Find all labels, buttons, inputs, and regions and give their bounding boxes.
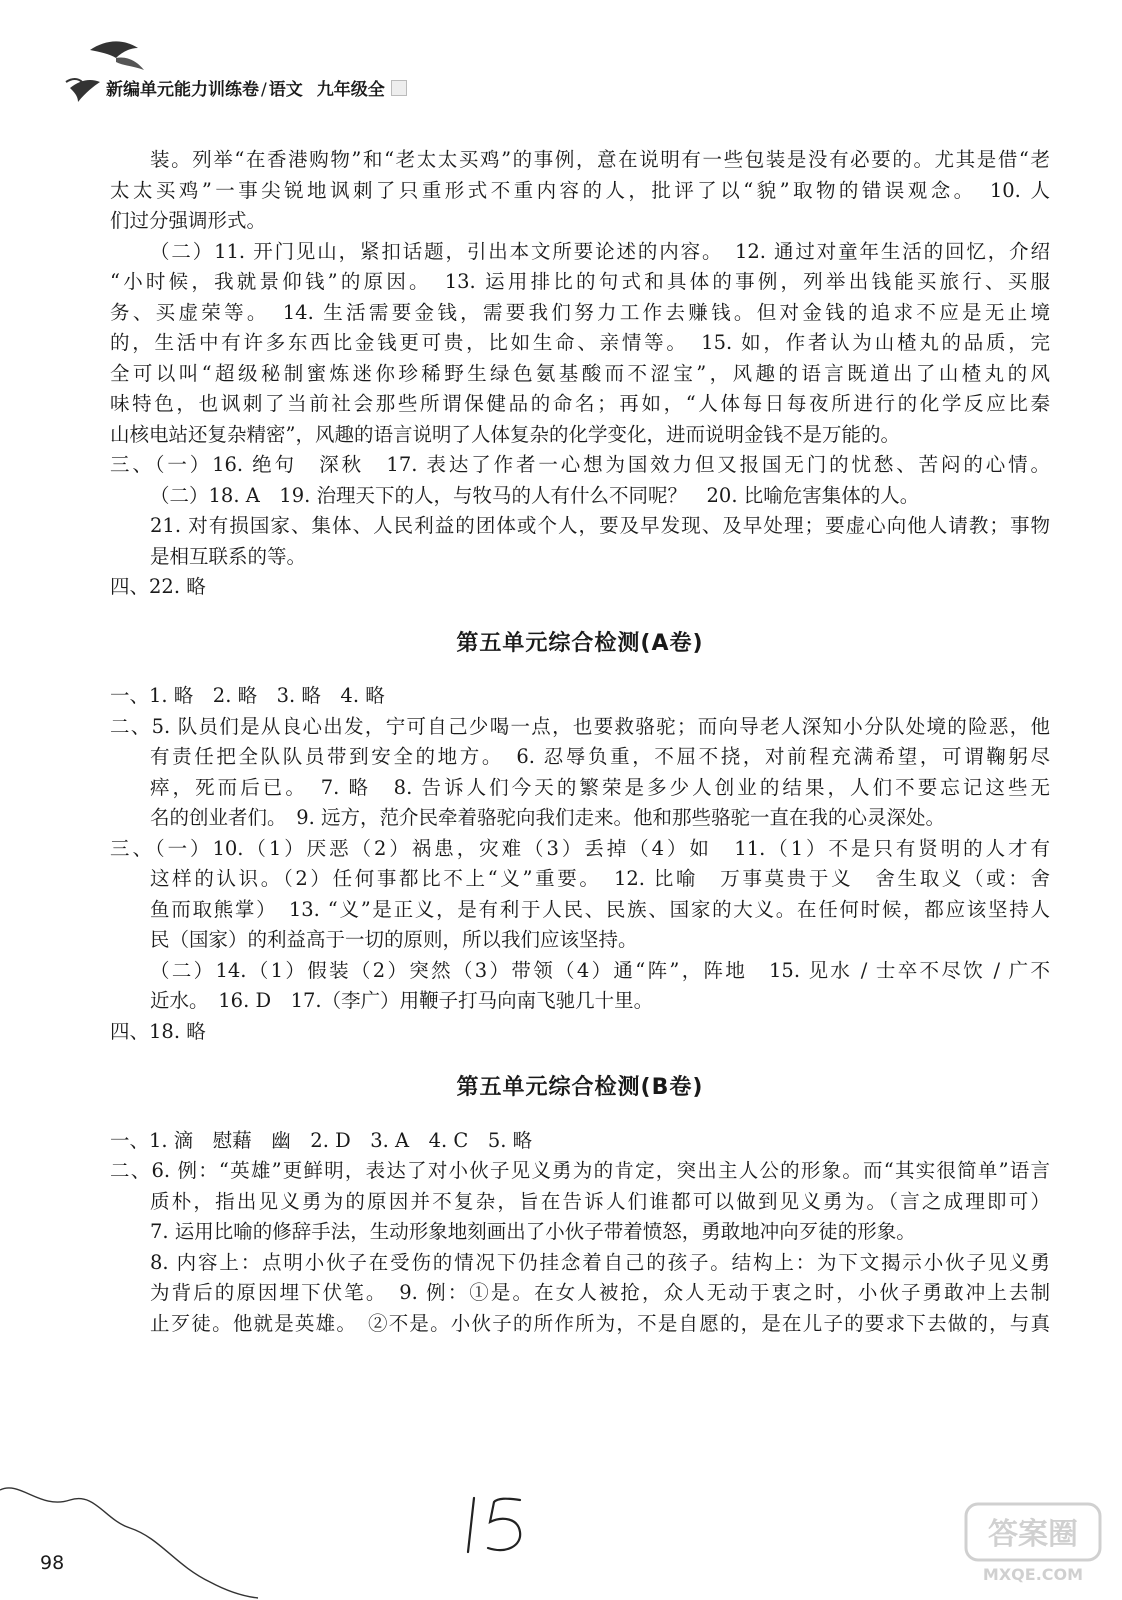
watermark-logo — [958, 1498, 1108, 1588]
text-line: 为背后的原因埋下伏笔。 9. 例：①是。在女人被抢，众人无动于衷之时，小伙子勇敢冲上去制 — [150, 1281, 1050, 1304]
text-line: 一、1. 滴 慰藉 幽 2. D 3. A 4. C 5. 略 — [110, 1128, 533, 1152]
text-line: 二、5. 队员们是从良心出发，宁可自己少喝一点，也要救骆驼；而向导老人深知小分队处境的险恶，他 — [110, 714, 1050, 738]
answer-content — [110, 145, 1050, 1339]
subject-name: 语文 — [268, 80, 303, 100]
text-line: （二）11. 开门见山，紧扣话题，引出本文所要论述的内容。 12. 通过对童年生活的回忆，介绍 — [150, 239, 1050, 263]
text-line: 二、6. 例：“英雄”更鲜明，表达了对小伙子见义勇为的肯定，突出主人公的形象。而“其实很简单”语言 — [110, 1159, 1050, 1182]
answer-block-1 — [110, 145, 1050, 237]
page-header — [60, 18, 480, 108]
text-line: 四、18. 略 — [110, 1019, 206, 1043]
text-line: 的，生活中有许多东西比金钱更可贵，比如生命、亲情等。 15. 如，作者认为山楂丸的品质，完 — [110, 331, 1050, 354]
svg-text:答案圈: 答案圈 — [988, 1517, 1078, 1552]
text-line: 近水。 16. D 17.（李广）用鞭子打马向南飞驰几十里。 — [150, 989, 654, 1012]
book-series-title: 新编单元能力训练卷 / 语文 九年级全 — [106, 75, 407, 100]
edition-badge-icon — [391, 80, 407, 96]
grade-label: 九年级全 — [316, 80, 385, 100]
text-line: 三、（一）10.（1）厌恶（2）祸患，灾难（3）丢掉（4）如 11.（1）不是只有贤明的人才有 — [110, 836, 1050, 860]
text-line: 8. 内容上：点明小伙子在受伤的情况下仍挂念着自己的孩子。结构上：为下文揭示小伙子见义勇 — [150, 1250, 1050, 1274]
text-line: “小时候，我就景仰钱”的原因。 13. 运用排比的句式和具体的事例，列举出钱能买旅行、买服 — [110, 270, 1050, 293]
text-line: （二）18. A 19. 治理天下的人，与牧马的人有什么不同呢？ 20. 比喻危害集体的人。 — [150, 483, 920, 507]
text-line: 这样的认识。（2）任何事都比不上“义”重要。 12. 比喻 万事莫贵于义 舍生取义（或：舍 — [150, 867, 1050, 890]
text-line: 是相互联系的等。 — [150, 544, 307, 568]
svg-text:MXQE.COM: MXQE.COM — [982, 1565, 1084, 1584]
text-line: 民（国家）的利益高于一切的原则，所以我们应该坚持。 — [150, 928, 638, 951]
text-line: 21. 对有损国家、集体、人民利益的团体或个人，要及早发现、及早处理；要虚心向他人请教；事物 — [150, 514, 1050, 537]
text-line: 三、（一）16. 绝句 深秋 17. 表达了作者一心想为国效力但又报国无门的忧愁、苦闷的心情。 — [110, 453, 1050, 476]
text-line: 名的创业者们。 9. 远方，范介民牵着骆驼向我们走来。他和那些骆驼一直在我的心灵深处。 — [150, 806, 946, 829]
section-a-title: 第五单元综合检测(A卷) — [456, 630, 704, 656]
section-b-answers — [110, 1126, 1050, 1340]
section-b-title: 第五单元综合检测(B卷) — [456, 1075, 704, 1100]
answer-block-3 — [110, 450, 1050, 603]
series-name: 新编单元能力训练卷 — [106, 80, 259, 100]
text-line: （二）14.（1）假装（2）突然（3）带领（4）通“阵”，阵地 15. 见水 / 士卒不尽饮 / 广不 — [150, 958, 1050, 982]
text-line: 瘁，死而后已。 7. 略 8. 告诉人们今天的繁荣是多少人创业的结果，人们不要忘记这些无 — [150, 775, 1050, 799]
text-line: 一、1. 略 2. 略 3. 略 4. 略 — [110, 684, 385, 707]
text-line: 四、22. 略 — [110, 575, 206, 598]
text-line: 全可以叫“超级秘制蜜炼迷你珍稀野生绿色氨基酸而不涩宝”，风趣的语言既道出了山楂丸的风 — [110, 361, 1050, 385]
text-line: 太太买鸡”一事尖锐地讽刺了只重形式不重内容的人，批评了以“貌”取物的错误观念。 10. 人 — [110, 178, 1050, 202]
answer-block-2 — [110, 237, 1050, 451]
page-number: 98 — [40, 1552, 65, 1574]
text-line: 们过分强调形式。 — [110, 209, 267, 232]
text-line: 装。列举“在香港购物”和“老太太买鸡”的事例，意在说明有一些包装是没有必要的。尤其是借“老 — [150, 148, 1050, 171]
text-line: 止歹徒。他就是英雄。 ②不是。小伙子的所作所为，不是自愿的，是在儿子的要求下去做的，与真 — [150, 1311, 1050, 1335]
section-a-answers — [110, 681, 1050, 1047]
text-line: 有责任把全队队员带到安全的地方。 6. 忍辱负重，不屈不挠，对前程充满希望，可谓鞠躬尽 — [150, 745, 1050, 768]
text-line: 务、买虚荣等。 14. 生活需要金钱，需要我们努力工作去赚钱。但对金钱的追求不应是无止境 — [110, 300, 1050, 324]
text-line: 7. 运用比喻的修辞手法，生动形象地刻画出了小伙子带着愤怒，勇敢地冲向歹徒的形象。 — [150, 1220, 916, 1243]
text-line: 质朴，指出见义勇为的原因并不复杂，旨在告诉人们谁都可以做到见义勇为。（言之成理即可） — [150, 1189, 1050, 1213]
text-line: 味特色，也讽刺了当前社会那些所谓保健品的命名；再如，“人体每日每夜所进行的化学反应比秦 — [110, 392, 1050, 415]
decorative-curve-icon — [0, 1470, 260, 1600]
handwritten-number — [460, 1490, 550, 1560]
text-line: 山核电站还复杂精密”，风趣的语言说明了人体复杂的化学变化，进而说明金钱不是万能的。 — [110, 422, 900, 446]
text-line: 鱼而取熊掌） 13. “义”是正义，是有利于人民、民族、国家的大义。在任何时候，都应该坚持人 — [150, 897, 1050, 921]
